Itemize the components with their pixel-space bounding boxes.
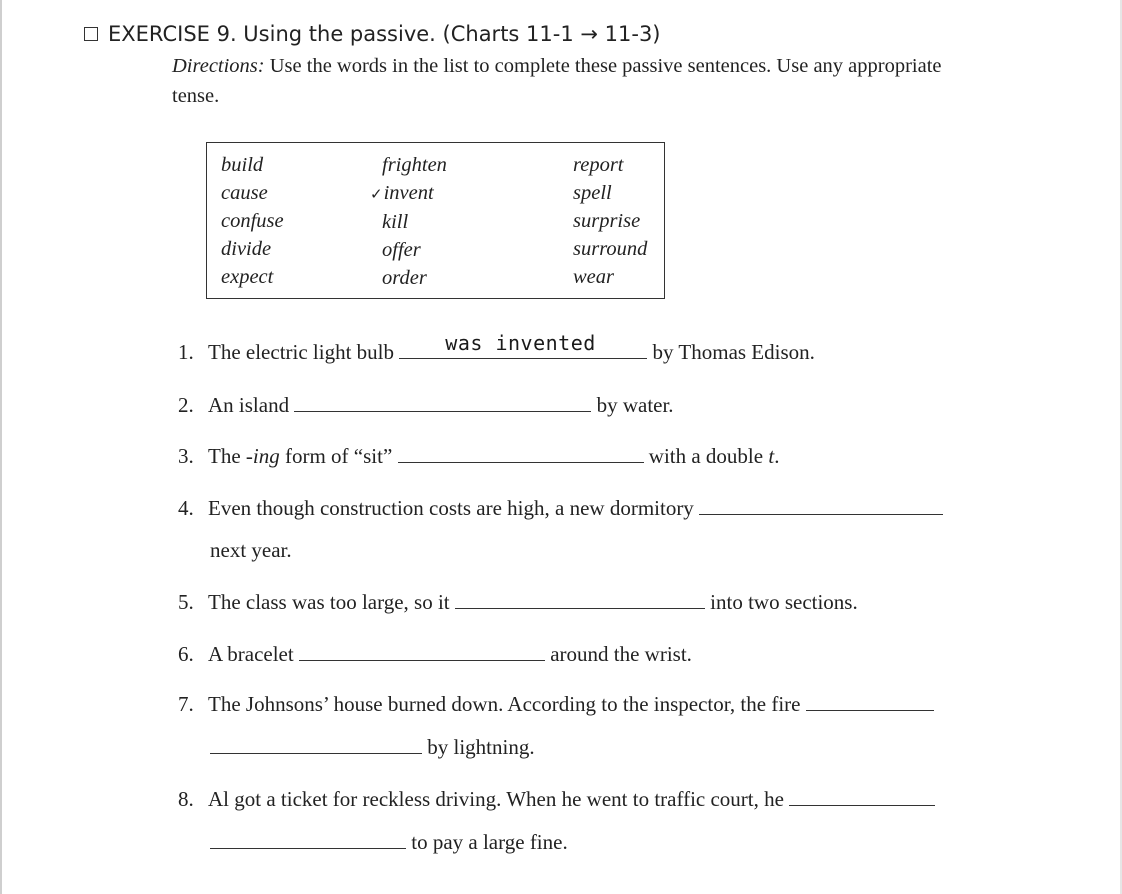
word: expect [221,266,274,288]
exercise-item-1 [178,331,815,365]
item-text: The electric light bulb [208,340,400,364]
word-checked [370,179,447,208]
item-text: A bracelet [208,642,299,666]
item-text-italic: -ing [245,444,280,468]
item-text: Even though construction costs are high, a new dormitory [208,496,700,520]
item-text: The Johnsons’ house burned down. According to the inspector, the fire [208,692,806,716]
exercise-item-7 [178,692,934,717]
answer-blank[interactable] [806,692,934,711]
item-text: Al got a ticket for reckless driving. When he went to traffic court, he [208,787,790,811]
answer-blank[interactable] [789,787,935,806]
handwritten-answer: was invented [445,331,596,355]
word-column-1 [221,151,284,291]
item-text: . [774,444,780,468]
word-column-2 [370,151,447,292]
item-text: by lightning. [422,735,535,759]
item-text: by water. [591,393,674,417]
directions-label: Directions: [172,55,265,77]
answer-blank[interactable] [699,496,943,515]
answer-blank[interactable] [399,331,647,359]
answer-blank[interactable] [294,393,591,412]
item-text: The class was too large, so it [208,590,455,614]
word: confuse [221,210,284,232]
word: order [382,267,427,289]
answer-blank[interactable] [210,735,422,754]
word: report [573,154,624,176]
item-text: with a double [643,444,769,468]
exercise-item-4 [178,496,943,521]
word: surprise [573,210,641,232]
checkmark-icon: ✓ [370,185,383,203]
word: wear [573,266,614,288]
directions-text: Use the words in the list to complete these passive sentences. Use any appropriate tense. [172,55,942,107]
item-number: 3. [178,444,194,468]
word: offer [382,239,421,261]
word: surround [573,238,648,260]
item-number: 4. [178,496,194,520]
answer-blank[interactable] [398,444,644,463]
exercise-item-2 [178,393,674,418]
item-number: 8. [178,787,194,811]
item-text-italic: t [768,444,775,468]
exercise-item-5 [178,590,858,615]
item-text: into two sections. [704,590,858,614]
item-text: to pay a large fine. [406,830,568,854]
item-text: form of “sit” [279,444,398,468]
item-number: 6. [178,642,194,666]
exercise-item-7-continuation [210,735,535,760]
answer-blank[interactable] [210,830,406,849]
exercise-title-text: EXERCISE 9. Using the passive. (Charts 11-1 → 11-3) [108,22,661,46]
item-text: The [208,444,246,468]
item-number: 2. [178,393,194,417]
item-text: by Thomas Edison. [647,340,815,364]
word: spell [573,182,612,204]
item-text: around the wrist. [544,642,692,666]
checkbox-icon[interactable] [84,27,98,41]
exercise-item-8-continuation [210,830,568,855]
item-number: 1. [178,340,194,364]
word-list-box [206,142,665,299]
word-column-3 [573,151,647,291]
exercise-item-6 [178,642,692,667]
word: frighten [382,154,447,176]
word: divide [221,238,272,260]
word: invent [383,182,434,204]
page-left-edge [0,0,2,894]
word: cause [221,182,268,204]
word: kill [382,211,409,233]
item-number: 5. [178,590,194,614]
exercise-item-4-continuation: next year. [210,538,292,562]
exercise-title [84,22,661,46]
exercise-item-8 [178,787,935,812]
item-number: 7. [178,692,194,716]
exercise-item-3 [178,444,779,469]
directions [172,51,972,111]
answer-blank[interactable] [455,590,705,609]
word: build [221,154,264,176]
item-text: An island [208,393,295,417]
answer-blank[interactable] [299,642,545,661]
